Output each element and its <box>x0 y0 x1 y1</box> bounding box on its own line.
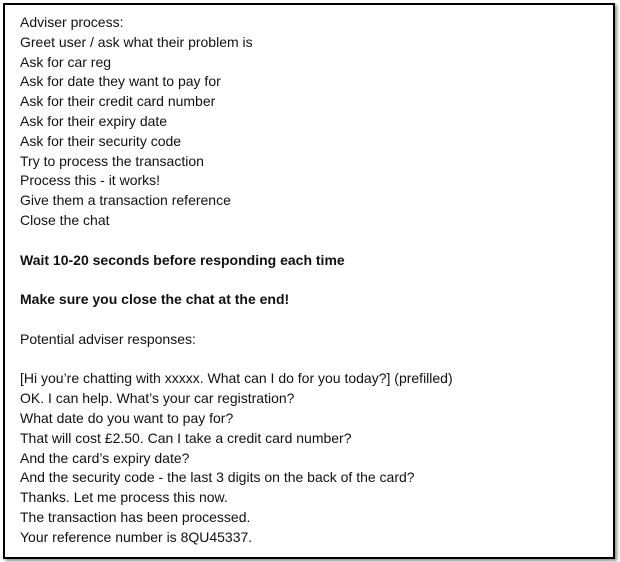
process-step: Greet user / ask what their problem is <box>20 33 253 50</box>
spacer <box>20 231 605 251</box>
wait-instruction: Wait 10-20 seconds before responding each time <box>20 251 345 268</box>
spacer <box>20 350 605 370</box>
process-step: Ask for their credit card number <box>20 93 216 110</box>
adviser-response: Your reference number is 8QU45337. <box>20 528 253 545</box>
adviser-response: And the security code - the last 3 digits on the back of the card? <box>20 469 415 486</box>
document-content <box>20 13 605 548</box>
responses-heading: Potential adviser responses: <box>20 330 196 347</box>
adviser-response: OK. I can help. What’s your car registration? <box>20 390 295 407</box>
close-chat-instruction: Make sure you close the chat at the end! <box>20 291 290 308</box>
adviser-response: And the card’s expiry date? <box>20 449 190 466</box>
process-step: Give them a transaction reference <box>20 192 231 209</box>
adviser-response: [Hi you’re chatting with xxxxx. What can I do for you today?] (prefilled) <box>20 370 453 387</box>
process-step: Ask for car reg <box>20 53 112 70</box>
adviser-response: What date do you want to pay for? <box>20 409 234 426</box>
adviser-response: The transaction has been processed. <box>20 508 251 525</box>
process-step: Ask for their security code <box>20 132 182 149</box>
spacer <box>20 270 605 290</box>
spacer <box>20 310 605 330</box>
adviser-response: Thanks. Let me process this now. <box>20 489 228 506</box>
process-step: Close the chat <box>20 211 110 228</box>
document-frame <box>3 3 615 559</box>
process-step: Process this - it works! <box>20 172 161 189</box>
process-step: Ask for their expiry date <box>20 112 168 129</box>
adviser-process-heading: Adviser process: <box>20 14 124 30</box>
process-step: Ask for date they want to pay for <box>20 73 221 90</box>
process-step: Try to process the transaction <box>20 152 204 169</box>
adviser-response: That will cost £2.50. Can I take a credit card number? <box>20 429 352 446</box>
